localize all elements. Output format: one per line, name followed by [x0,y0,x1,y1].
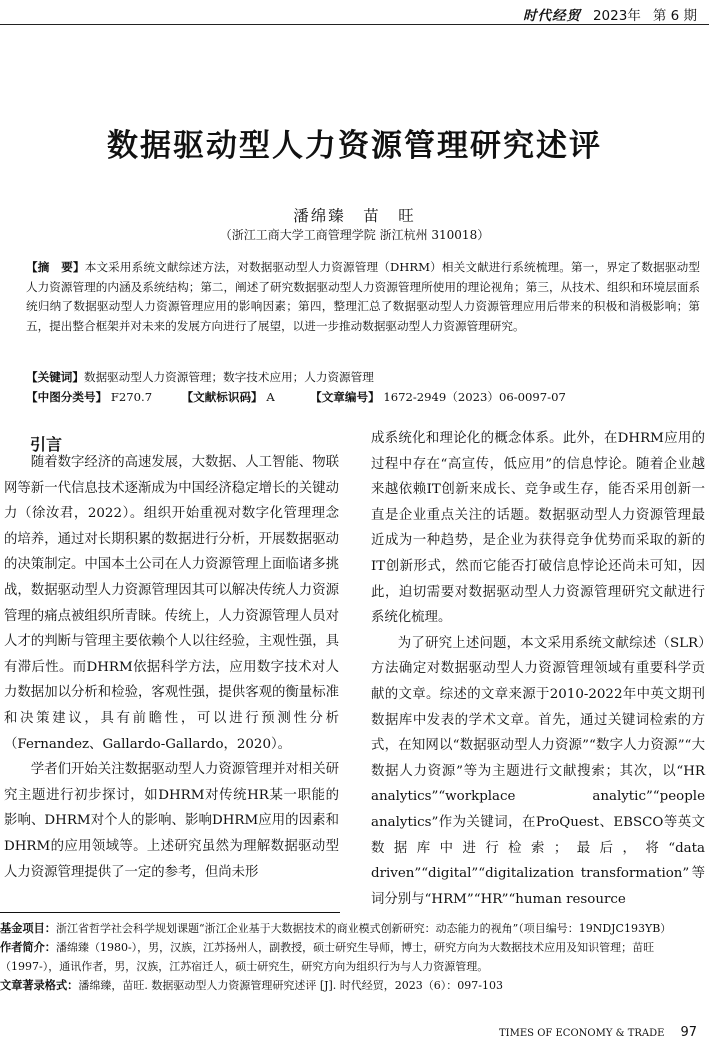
citation-text: 潘绵臻，苗旺. 数据驱动型人力资源管理研究述评 [J]. 时代经贸，2023（6）：097-103 [78,979,504,992]
page-header [0,0,709,26]
paper-authors: 潘绵臻 苗 旺 [293,207,416,225]
magazine-name: 时代经贸 [522,8,581,24]
paper-title: 数据驱动型人力资源管理研究述评 [107,128,602,164]
keywords-text: 数据驱动型人力资源管理；数字技术应用；人力资源管理 [83,370,374,384]
citation-label: 文章著录格式： [0,979,79,992]
paragraph: 学者们开始关注数据驱动型人力资源管理并对相关研究主题进行初步探讨，如DHRM对传统HR某一职能的影响、DHRM对个人的影响、影响DHRM应用的因素和DHRM的应用领域等。上述研究虽然为理解数据驱动型人力资源管理提供了一定的参考，但尚未形 [4,762,339,880]
page-footer [499,1025,697,1040]
author-label: 作者简介： [0,941,56,954]
abstract-text: 本文采用系统文献综述方法，对数据驱动型人力资源管理（DHRM）相关文献进行系统梳理。第一，界定了数据驱动型人力资源管理的内涵及系统结构；第二，阐述了研究数据驱动型人力资源管理所使用的理论视角；第三，从技术、组织和环境层面系统归纳了数据驱动型人力资源管理应用的影响因素；第四，整理汇总了数据驱动型人力资源管理应用后带来的积极和消极影响；第五，提出整合框架并对未来的发展方向进行了展望，以进一步推动数据驱动型人力资源管理研究。 [26,260,700,333]
paper-affiliation: （浙江工商大学工商管理学院 浙江杭州 310018） [219,228,490,242]
doc-code-label: 【文献标识码】 [181,390,263,404]
paragraph: 成系统化和理论化的概念体系。此外，在DHRM应用的过程中存在“高宣传，低应用”的信息悖论。随着企业越来越依赖IT创新来成长、竞争或生存，能否采用创新一直是企业重点关注的话题。数据驱动型人力资源管理最近成为一种趋势，是企业为获得竞争优势而采取的新的IT创新形式，然而它能否打破信息悖论还尚未可知，因此，迫切需要对数据驱动型人力资源管理研究文献进行系统化梳理。 [371,431,705,626]
journal-english-name: TIMES OF ECONOMY & TRADE [499,1028,665,1039]
body-column-right [371,426,705,912]
article-number-value: 1672-2949（2023）06-0097-07 [383,390,566,404]
doc-code-value: A [266,390,275,404]
article-number-label: 【文章编号】 [310,390,380,404]
header-rule [0,24,709,25]
section-heading: 引言 [30,435,63,454]
class-label: 【中图分类号】 [26,390,108,404]
keywords-label: 【关键词】 [26,370,84,384]
class-value: F270.7 [110,390,153,404]
fund-text: 浙江省哲学社会科学规划课题“浙江企业基于大数据技术的商业模式创新研究：动态能力的视角”（项目编号：19NDJC193YB） [55,922,672,935]
author-note [0,938,705,976]
body-column-left [4,450,339,885]
footnote-rule [0,912,340,913]
author-text: 潘绵臻（1980-），男，汉族，江苏扬州人，副教授，硕士研究生导师，博士，研究方向为大数据技术应用及知识管理；苗旺（1997-），通讯作者，男，汉族，江苏宿迁人，硕士研究生，研究方向为组织行为与人力资源管理。 [0,941,655,973]
classification-row [26,388,700,407]
header-year: 2023年 [592,8,641,24]
keywords [26,368,700,387]
header-issue: 第 6 期 [652,8,697,24]
fund-note [0,919,705,938]
abstract-label: 【摘 要】 [26,260,85,274]
paragraph: 为了研究上述问题，本文采用系统文献综述（SLR）方法确定对数据驱动型人力资源管理领域有重要科学贡献的文章。综述的文章来源于2010-2022年中英文期刊数据库中发表的学术文章。首先，通过关键词检索的方式，在知网以“数据驱动型人力资源”“数字人力资源”“大数据人力资源”等为主题进行文献搜索；其次，以“HR analytics”“workplace analytic”“people analytics”作为关键词，在ProQuest、EBSCO等英文数据库中进行检索；最后，将“data driven”“digital”“digitalization transformation”等词分别与“HRM”“HR”“human resource [371,635,705,907]
header-text [523,4,697,24]
citation-note [0,976,705,995]
fund-label: 基金项目： [0,922,56,935]
footnotes [0,919,705,995]
abstract [26,258,700,336]
page-number: 97 [680,1025,697,1040]
paragraph: 随着数字经济的高速发展，大数据、人工智能、物联网等新一代信息技术逐渐成为中国经济稳定增长的关键动力（徐汝君，2022）。组织开始重视对数字化管理理念的培养，通过对长期积累的数据进行分析，开展数据驱动的决策制定。中国本土公司在人力资源管理上面临诸多挑战，数据驱动型人力资源管理因其可以解决传统人力资源管理的痛点被组织所青睐。传统上，人力资源管理人员对人才的判断与管理主要依赖个人以往经验，主观性强，具有滞后性。而DHRM依据科学方法，应用数字技术对人力数据加以分析和检验，客观性强，提供客观的衡量标准和决策建议，具有前瞻性，可以进行预测性分析（Fernandez、Gallardo-Gallardo，2020）。 [4,455,339,752]
